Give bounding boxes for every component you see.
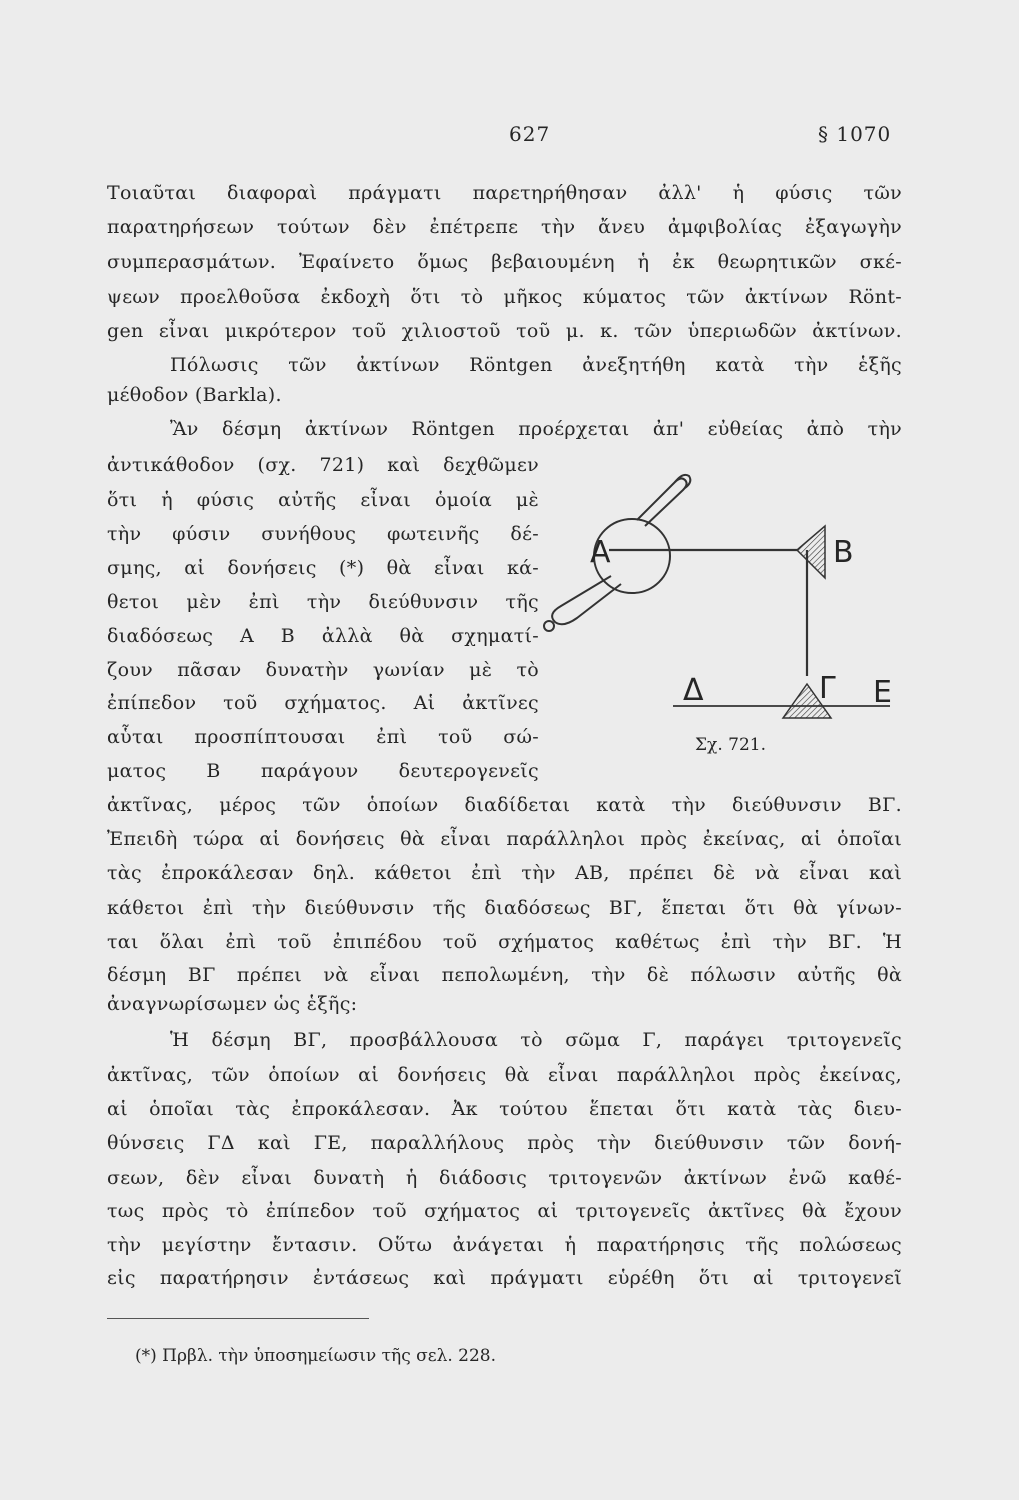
text-line: συμπερασμάτων. Ἐφαίνετο ὅμως βεβαιουμένη ἡ ἐκ θεωρητικῶν σκέ- [107,251,902,273]
page-number: 627 [509,122,551,146]
footnote: (*) Πρβλ. τὴν ὑποσημείωσιν τῆς σελ. 228. [135,1346,497,1366]
text-line: αἱ ὁποῖαι τὰς ἐπροκάλεσαν. Ἀκ τούτου ἕπεται ὅτι κατὰ τὰς διευ- [107,1098,902,1120]
text-line: εἰς παρατήρησιν ἐντάσεως καὶ πράγματι εὑρέθη ὅτι αἱ τριτογενεῖ [107,1267,902,1289]
text-line: Ἡ δέσμη ΒΓ, προσβάλλουσα τὸ σῶμα Γ, παράγει τριτογενεῖς [170,1029,902,1051]
section-number: § 1070 [818,122,892,146]
text-line: αὗται προσπίπτουσαι ἐπὶ τοῦ σώ- [107,726,539,748]
figure-721 [535,468,900,723]
text-line: Τοιαῦται διαφοραὶ πράγματι παρετηρήθησαν ἀλλ' ἡ φύσις τῶν [107,182,902,204]
text-line: ἀκτῖνας, τῶν ὁποίων αἱ δονήσεις θὰ εἶναι παράλληλοι πρὸς ἐκείνας, [107,1064,902,1086]
footnote-rule [107,1318,369,1319]
body-b [797,526,825,578]
text-line: σμης, αἱ δονήσεις (*) θὰ εἶναι κά- [107,557,539,579]
fig-label-b: B [833,535,854,570]
text-line: τως πρὸς τὸ ἐπίπεδον τοῦ σχήματος αἱ τριτογενεῖς ἀκτῖνες θὰ ἔχουν [107,1200,902,1222]
text-line: ζουν πᾶσαν δυνατὴν γωνίαν μὲ τὸ [107,659,539,681]
text-line: διαδόσεως Α Β ἀλλὰ θὰ σχηματί- [107,625,539,647]
text-line: ἀκτῖνας, μέρος τῶν ὁποίων διαδίδεται κατὰ τὴν διεύθυνσιν ΒΓ. [107,794,902,816]
text-line: ματος Β παράγουν δευτερογενεῖς [107,760,539,782]
fig-label-a: A [590,535,611,570]
text-line: τὴν μεγίστην ἔντασιν. Οὕτω ἀνάγεται ἡ παρατήρησις τῆς πολώσεως [107,1234,902,1256]
fig-label-g: Γ [819,671,836,706]
text-line: Ἐπειδὴ τώρα αἱ δονήσεις θὰ εἶναι παράλληλοι πρὸς ἐκείνας, αἱ ὁποῖαι [107,828,902,850]
text-line: κάθετοι ἐπὶ τὴν διεύθυνσιν τῆς διαδόσεως ΒΓ, ἕπεται ὅτι θὰ γίνων- [107,897,902,919]
text-line: Ἂν δέσμη ἀκτίνων Röntgen προέρχεται ἀπ' εὐθείας ἀπὸ τὴν [170,418,902,440]
figure-caption: Σχ. 721. [695,735,766,755]
text-line: τὰς ἐπροκάλεσαν δηλ. κάθετοι ἐπὶ τὴν ΑΒ, πρέπει δὲ νὰ εἶναι καὶ [107,862,902,884]
text-line: Πόλωσις τῶν ἀκτίνων Röntgen ἀνεξητήθη κατὰ τὴν ἑξῆς [170,354,902,376]
text-line: ἀναγνωρίσωμεν ὡς ἑξῆς: [107,993,358,1015]
x-ray-tube [544,475,690,631]
fig-label-e: E [873,675,892,710]
text-line: gen εἶναι μικρότερον τοῦ χιλιοστοῦ τοῦ μ. κ. τῶν ὑπεριωδῶν ἀκτίνων. [107,320,902,342]
text-line: δέσμη ΒΓ πρέπει νὰ εἶναι πεπολωμένη, τὴν δὲ πόλωσιν αὐτῆς θὰ [107,964,902,986]
text-line: ται ὅλαι ἐπὶ τοῦ ἐπιπέδου τοῦ σχήματος καθέτως ἐπὶ τὴν ΒΓ. Ἡ [107,931,902,953]
text-line: ἐπίπεδον τοῦ σχήματος. Αἱ ἀκτῖνες [107,692,539,714]
text-line: ψεων προελθοῦσα ἐκδοχὴ ὅτι τὸ μῆκος κύματος τῶν ἀκτίνων Rönt- [107,286,902,308]
text-line: σεων, δὲν εἶναι δυνατὴ ἡ διάδοσις τριτογενῶν ἀκτίνων ἐνῶ καθέ- [107,1167,902,1189]
text-line: παρατηρήσεων τούτων δὲν ἐπέτρεπε τὴν ἄνευ ἀμφιβολίας ἐξαγωγὴν [107,216,902,238]
text-line: μέθοδον (Barkla). [107,384,282,406]
text-line: τὴν φύσιν συνήθους φωτεινῆς δέ- [107,523,539,545]
fig-label-d: Δ [683,673,704,708]
text-line: ὅτι ἡ φύσις αὐτῆς εἶναι ὁμοία μὲ [107,489,539,511]
text-line: θετοι μὲν ἐπὶ τὴν διεύθυνσιν τῆς [107,591,539,613]
text-line: θύνσεις ΓΔ καὶ ΓΕ, παραλλήλους πρὸς τὴν διεύθυνσιν τῶν δονή- [107,1132,902,1154]
text-line: ἀντικάθοδον (σχ. 721) καὶ δεχθῶμεν [107,454,539,476]
